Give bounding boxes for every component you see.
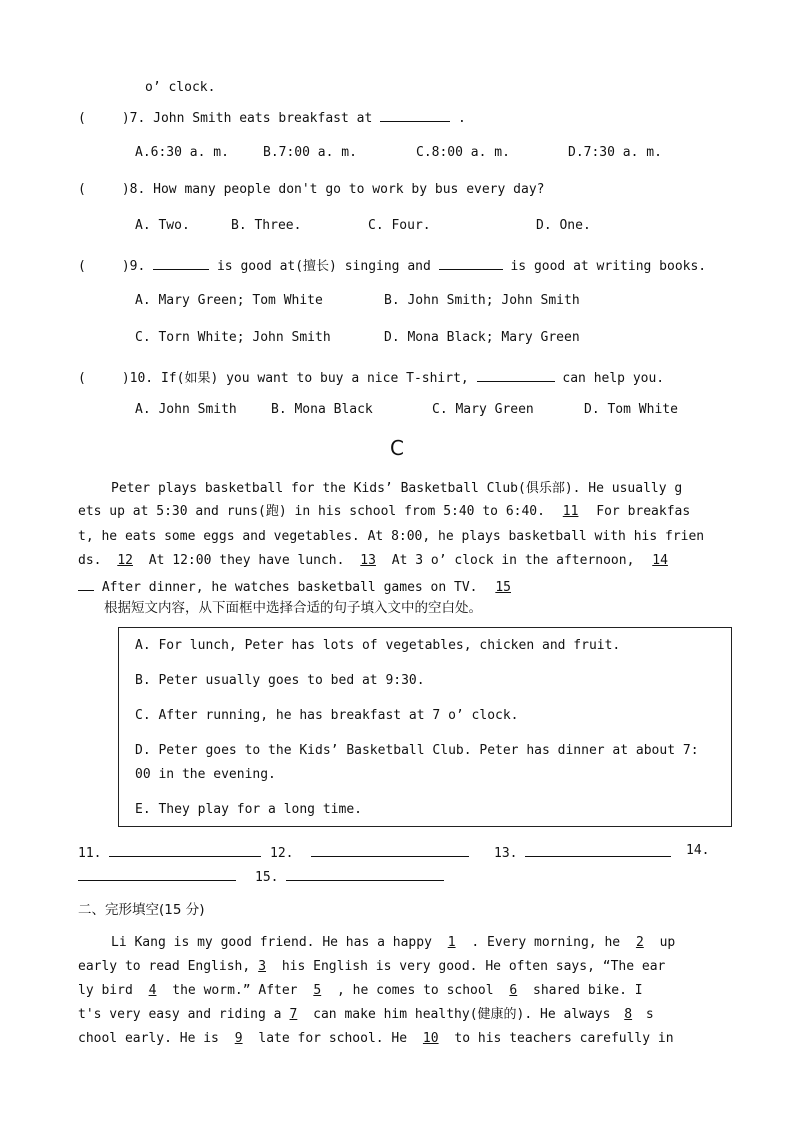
q10-option-a: A. John Smith <box>135 402 237 417</box>
box-option-c: C. After running, he has breakfast at 7 o’ clock. <box>135 708 519 723</box>
blank-15[interactable]: 15 <box>495 580 511 595</box>
q8-option-a: A. Two. <box>135 218 190 233</box>
cloze-line-2: early to read English, 3 his English is very good. He often says, “The ear <box>78 959 666 974</box>
answer-14-input[interactable] <box>78 866 236 881</box>
box-option-e: E. They play for a long time. <box>135 802 362 817</box>
cloze-line-4: t's very easy and riding a 7 can make him healthy(健康的). He always 8 s <box>78 1007 654 1022</box>
q8-option-b: B. Three. <box>231 218 302 233</box>
q7-option-a: A.6:30 a. m. <box>135 145 229 160</box>
question-10: ( )10. If(如果) you want to buy a nice T-shirt, can help you. <box>78 367 664 388</box>
passage-line-2: ets up at 5:30 and runs(跑) in his school from 5:40 to 6:40. 11 For breakfas <box>78 504 691 519</box>
cloze-line-5: chool early. He is 9 late for school. He 10 to his teachers carefully in <box>78 1031 674 1046</box>
answer-12: 12. <box>270 842 469 863</box>
answer-11: 11. <box>78 842 261 863</box>
blank-11[interactable]: 11 <box>562 504 579 519</box>
box-option-b: B. Peter usually goes to bed at 9:30. <box>135 673 425 688</box>
answer-15-input[interactable] <box>286 866 444 881</box>
q10-option-b: B. Mona Black <box>271 402 373 417</box>
cloze-line-1: Li Kang is my good friend. He has a happy 1 . Every morning, he 2 up <box>111 935 676 950</box>
q10-option-c: C. Mary Green <box>432 402 534 417</box>
q7-option-d: D.7:30 a. m. <box>568 145 662 160</box>
q7-option-b: B.7:00 a. m. <box>263 145 357 160</box>
cloze-blank-2[interactable]: 2 <box>635 935 644 950</box>
passage-line-4: ds. 12 At 12:00 they have lunch. 13 At 3 o’ clock in the afternoon, 14 <box>78 553 668 568</box>
question-9: ( )9. is good at(擅长) singing and is good at writing books. <box>78 255 706 276</box>
q7-option-c: C.8:00 a. m. <box>416 145 510 160</box>
box-option-a: A. For lunch, Peter has lots of vegetables, chicken and fruit. <box>135 638 621 653</box>
q9-option-b: B. John Smith; John Smith <box>384 293 580 308</box>
cloze-blank-1[interactable]: 1 <box>447 935 456 950</box>
cloze-blank-4[interactable]: 4 <box>148 983 157 998</box>
cloze-blank-7[interactable]: 7 <box>289 1007 298 1022</box>
cloze-blank-5[interactable]: 5 <box>313 983 322 998</box>
blank[interactable] <box>439 255 503 270</box>
cloze-line-3: ly bird 4 the worm.” After 5 , he comes to school 6 shared bike. I <box>78 983 643 998</box>
section-2-title: 二、完形填空(15 分) <box>78 902 205 918</box>
q9-option-d: D. Mona Black; Mary Green <box>384 330 580 345</box>
blank-13[interactable]: 13 <box>360 553 376 568</box>
cloze-blank-6[interactable]: 6 <box>509 983 518 998</box>
blank-14[interactable]: 14 <box>652 553 668 568</box>
cloze-blank-9[interactable]: 9 <box>234 1031 243 1046</box>
q9-option-a: A. Mary Green; Tom White <box>135 293 323 308</box>
blank-12[interactable]: 12 <box>117 553 133 568</box>
q8-option-d: D. One. <box>536 218 591 233</box>
answer-13-input[interactable] <box>525 842 671 857</box>
answer-15: 15. <box>255 866 444 887</box>
answer-13: 13. <box>494 842 671 863</box>
answer-12-input[interactable] <box>311 842 469 857</box>
q6-tail: o’ clock. <box>145 80 216 95</box>
q10-option-d: D. Tom White <box>584 402 678 417</box>
blank[interactable] <box>477 367 555 382</box>
box-option-d: D. Peter goes to the Kids’ Basketball Club. Peter has dinner at about 7: <box>135 743 699 758</box>
passage-line-1: Peter plays basketball for the Kids’ Basketball Club(俱乐部). He usually g <box>111 481 683 496</box>
q9-option-c: C. Torn White; John Smith <box>135 330 331 345</box>
q8-option-c: C. Four. <box>368 218 431 233</box>
answer-11-input[interactable] <box>109 842 261 857</box>
passage-line-3: t, he eats some eggs and vegetables. At 8:00, he plays basketball with his frien <box>78 529 705 544</box>
blank[interactable] <box>153 255 209 270</box>
cloze-blank-3[interactable]: 3 <box>258 959 267 974</box>
answer-14-label: 14. <box>686 843 710 858</box>
box-option-d-cont: 00 in the evening. <box>135 767 276 782</box>
blank[interactable] <box>380 107 450 122</box>
passage-line-5: After dinner, he watches basketball games on TV. 15 <box>78 576 521 597</box>
question-8: ( )8. How many people don't go to work by bus every day? <box>78 182 545 197</box>
question-7: ( )7. John Smith eats breakfast at . <box>78 107 466 128</box>
cloze-blank-8[interactable]: 8 <box>624 1007 633 1022</box>
answer-paren-open: ( <box>78 111 86 126</box>
cloze-blank-10[interactable]: 10 <box>422 1031 439 1046</box>
answer-14-line <box>78 866 236 887</box>
instruction-c: 根据短文内容，从下面框中选择合适的句子填入文中的空白处。 <box>104 600 482 616</box>
options-box <box>118 627 732 827</box>
section-c-heading: C <box>390 436 404 460</box>
